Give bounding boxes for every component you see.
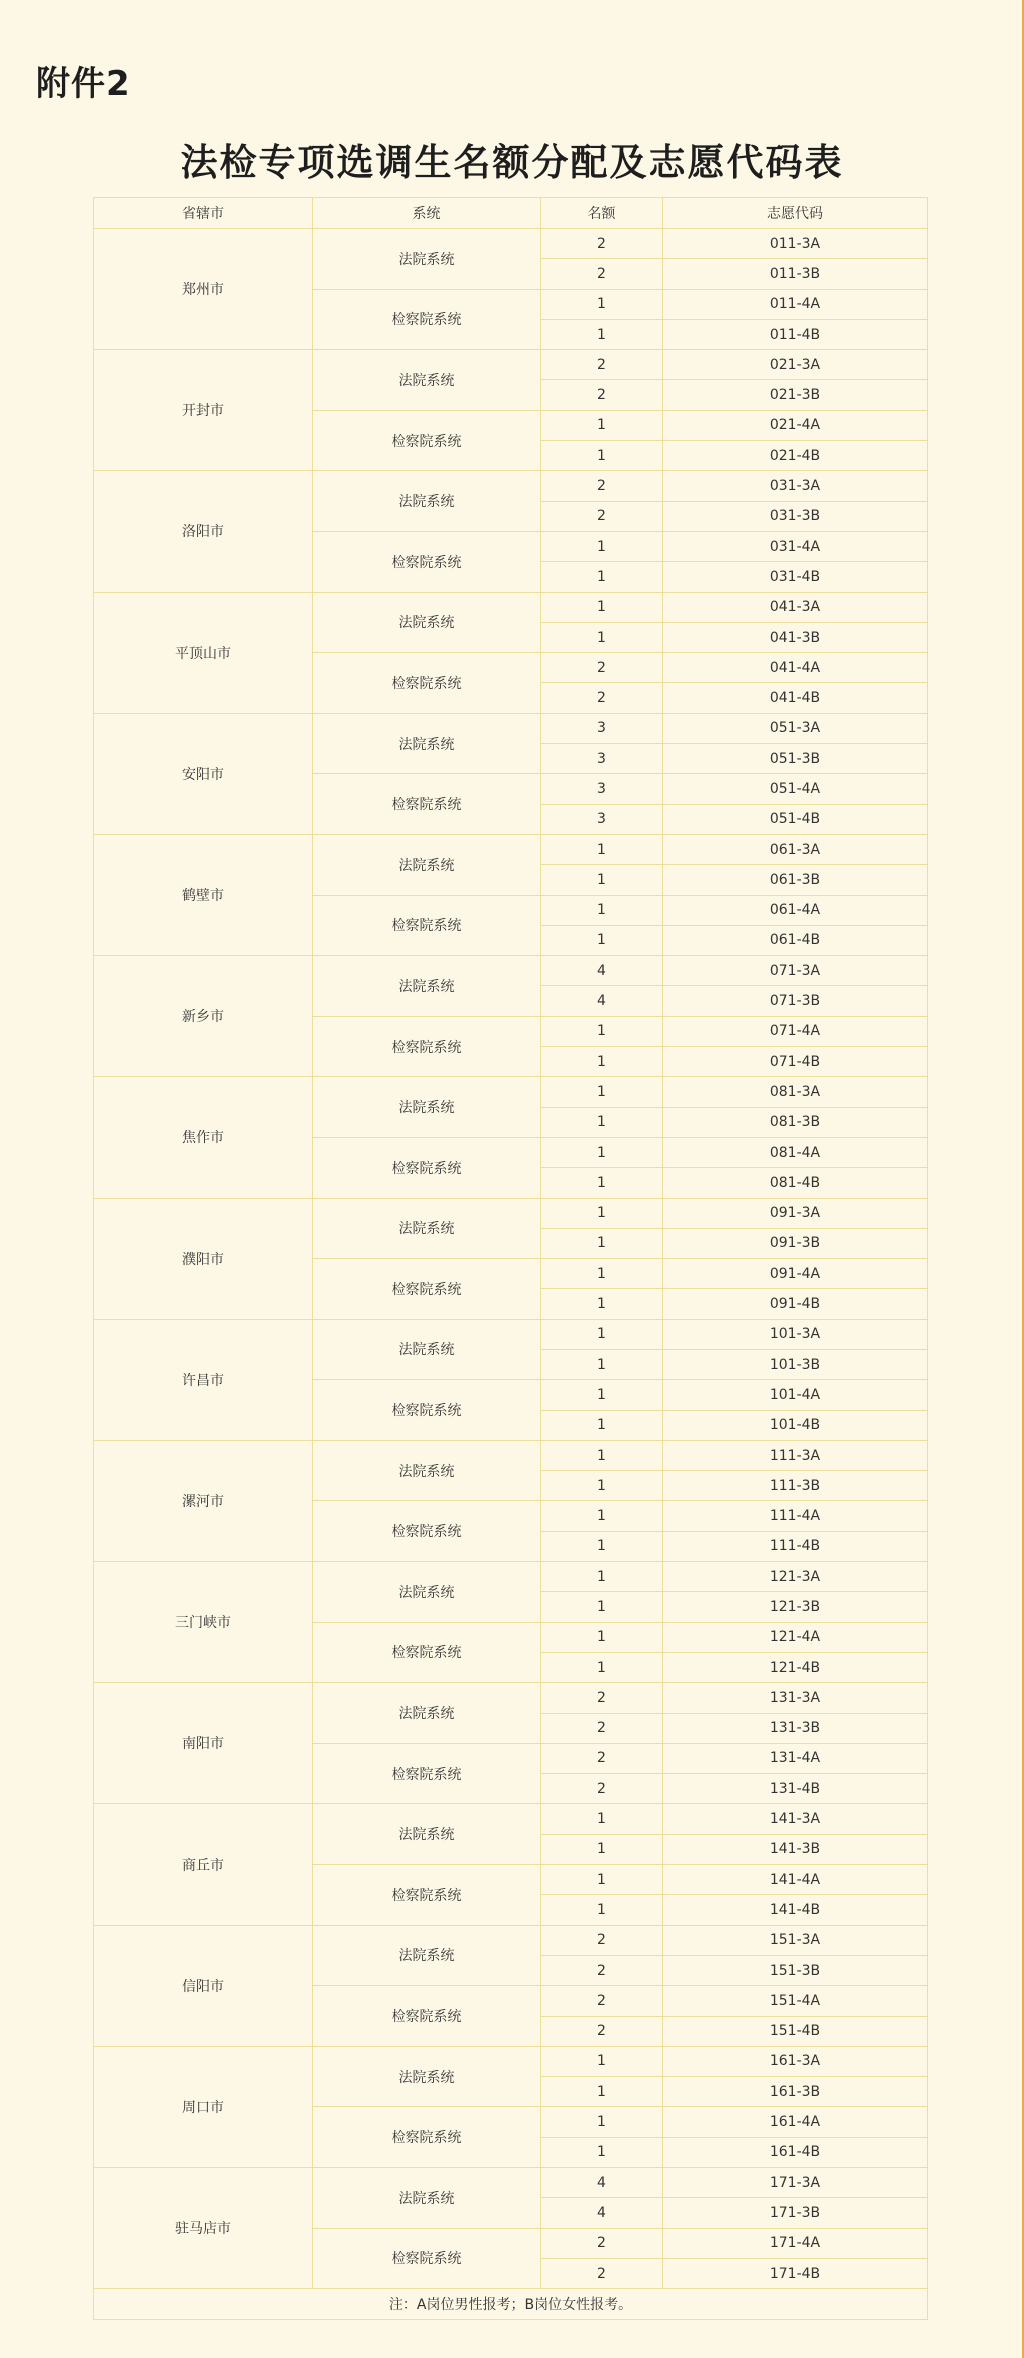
code-cell: 041-3B bbox=[663, 622, 928, 652]
code-cell: 041-4A bbox=[663, 653, 928, 683]
quota-cell: 3 bbox=[541, 774, 663, 804]
quota-cell: 3 bbox=[541, 744, 663, 774]
table-row bbox=[94, 2046, 928, 2076]
code-cell: 121-4B bbox=[663, 1652, 928, 1682]
city-name-cell: 安阳市 bbox=[94, 713, 313, 834]
code-cell: 091-3B bbox=[663, 1228, 928, 1258]
system-procuratorate-cell: 检察院系统 bbox=[313, 1501, 541, 1562]
quota-cell: 1 bbox=[541, 1562, 663, 1592]
quota-cell: 1 bbox=[541, 622, 663, 652]
code-cell: 051-4B bbox=[663, 804, 928, 834]
quota-cell: 2 bbox=[541, 2016, 663, 2046]
code-cell: 141-3B bbox=[663, 1834, 928, 1864]
code-cell: 061-4B bbox=[663, 925, 928, 955]
system-court-cell: 法院系统 bbox=[313, 834, 541, 895]
system-procuratorate-cell: 检察院系统 bbox=[313, 1743, 541, 1804]
code-cell: 071-4B bbox=[663, 1047, 928, 1077]
table-row bbox=[94, 1319, 928, 1349]
code-cell: 111-3A bbox=[663, 1440, 928, 1470]
system-court-cell: 法院系统 bbox=[313, 1804, 541, 1865]
code-cell: 161-3B bbox=[663, 2077, 928, 2107]
quota-cell: 1 bbox=[541, 1016, 663, 1046]
system-procuratorate-cell: 检察院系统 bbox=[313, 1986, 541, 2047]
table-row bbox=[94, 471, 928, 501]
system-court-cell: 法院系统 bbox=[313, 1683, 541, 1744]
quota-cell: 2 bbox=[541, 653, 663, 683]
table-row bbox=[94, 713, 928, 743]
quota-cell: 4 bbox=[541, 986, 663, 1016]
system-court-cell: 法院系统 bbox=[313, 956, 541, 1017]
code-cell: 051-3A bbox=[663, 713, 928, 743]
quota-cell: 1 bbox=[541, 1319, 663, 1349]
quota-cell: 4 bbox=[541, 2168, 663, 2198]
code-cell: 081-4B bbox=[663, 1168, 928, 1198]
code-cell: 131-4A bbox=[663, 1743, 928, 1773]
table-header-row bbox=[94, 198, 928, 229]
quota-cell: 1 bbox=[541, 1834, 663, 1864]
quota-cell: 1 bbox=[541, 1865, 663, 1895]
code-cell: 171-3B bbox=[663, 2198, 928, 2228]
table-row bbox=[94, 1440, 928, 1470]
city-name-cell: 平顶山市 bbox=[94, 592, 313, 713]
code-cell: 131-3A bbox=[663, 1683, 928, 1713]
system-court-cell: 法院系统 bbox=[313, 1925, 541, 1986]
city-name-cell: 南阳市 bbox=[94, 1683, 313, 1804]
code-cell: 131-4B bbox=[663, 1774, 928, 1804]
code-cell: 111-4B bbox=[663, 1531, 928, 1561]
city-name-cell: 周口市 bbox=[94, 2046, 313, 2167]
system-procuratorate-cell: 检察院系统 bbox=[313, 895, 541, 956]
header-code: 志愿代码 bbox=[663, 198, 928, 229]
system-court-cell: 法院系统 bbox=[313, 471, 541, 532]
code-cell: 141-4A bbox=[663, 1865, 928, 1895]
quota-cell: 1 bbox=[541, 2046, 663, 2076]
quota-cell: 2 bbox=[541, 1743, 663, 1773]
system-procuratorate-cell: 检察院系统 bbox=[313, 1380, 541, 1441]
quota-cell: 2 bbox=[541, 229, 663, 259]
header-system: 系统 bbox=[313, 198, 541, 229]
quota-table bbox=[93, 197, 928, 2320]
code-cell: 151-4B bbox=[663, 2016, 928, 2046]
system-procuratorate-cell: 检察院系统 bbox=[313, 2107, 541, 2168]
quota-cell: 2 bbox=[541, 501, 663, 531]
quota-cell: 1 bbox=[541, 1137, 663, 1167]
code-cell: 171-3A bbox=[663, 2168, 928, 2198]
code-cell: 031-3A bbox=[663, 471, 928, 501]
city-name-cell: 鹤壁市 bbox=[94, 834, 313, 955]
code-cell: 161-4B bbox=[663, 2137, 928, 2167]
table-row bbox=[94, 1198, 928, 1228]
quota-cell: 2 bbox=[541, 1774, 663, 1804]
quota-cell: 1 bbox=[541, 1380, 663, 1410]
quota-cell: 1 bbox=[541, 1289, 663, 1319]
quota-cell: 4 bbox=[541, 956, 663, 986]
code-cell: 021-3A bbox=[663, 350, 928, 380]
code-cell: 101-3A bbox=[663, 1319, 928, 1349]
system-procuratorate-cell: 检察院系统 bbox=[313, 653, 541, 714]
system-court-cell: 法院系统 bbox=[313, 1319, 541, 1380]
code-cell: 011-4A bbox=[663, 289, 928, 319]
quota-cell: 1 bbox=[541, 1107, 663, 1137]
header-quota: 名额 bbox=[541, 198, 663, 229]
quota-cell: 2 bbox=[541, 1683, 663, 1713]
table-row bbox=[94, 2168, 928, 2198]
system-court-cell: 法院系统 bbox=[313, 1440, 541, 1501]
quota-cell: 2 bbox=[541, 259, 663, 289]
code-cell: 161-3A bbox=[663, 2046, 928, 2076]
table-row bbox=[94, 956, 928, 986]
city-name-cell: 三门峡市 bbox=[94, 1562, 313, 1683]
city-name-cell: 漯河市 bbox=[94, 1440, 313, 1561]
code-cell: 061-4A bbox=[663, 895, 928, 925]
quota-cell: 1 bbox=[541, 1440, 663, 1470]
system-court-cell: 法院系统 bbox=[313, 229, 541, 290]
system-procuratorate-cell: 检察院系统 bbox=[313, 1137, 541, 1198]
quota-cell: 1 bbox=[541, 410, 663, 440]
code-cell: 051-3B bbox=[663, 744, 928, 774]
code-cell: 121-3A bbox=[663, 1562, 928, 1592]
table-row bbox=[94, 1925, 928, 1955]
code-cell: 121-3B bbox=[663, 1592, 928, 1622]
quota-cell: 1 bbox=[541, 531, 663, 561]
system-procuratorate-cell: 检察院系统 bbox=[313, 531, 541, 592]
table-row bbox=[94, 1683, 928, 1713]
code-cell: 151-4A bbox=[663, 1986, 928, 2016]
system-court-cell: 法院系统 bbox=[313, 2168, 541, 2229]
code-cell: 091-4A bbox=[663, 1259, 928, 1289]
code-cell: 081-3A bbox=[663, 1077, 928, 1107]
code-cell: 111-3B bbox=[663, 1471, 928, 1501]
quota-cell: 1 bbox=[541, 2137, 663, 2167]
quota-cell: 2 bbox=[541, 1925, 663, 1955]
code-cell: 121-4A bbox=[663, 1622, 928, 1652]
code-cell: 061-3A bbox=[663, 834, 928, 864]
quota-cell: 2 bbox=[541, 350, 663, 380]
code-cell: 031-4B bbox=[663, 562, 928, 592]
quota-cell: 1 bbox=[541, 895, 663, 925]
system-court-cell: 法院系统 bbox=[313, 2046, 541, 2107]
system-court-cell: 法院系统 bbox=[313, 713, 541, 774]
city-name-cell: 郑州市 bbox=[94, 229, 313, 350]
system-procuratorate-cell: 检察院系统 bbox=[313, 774, 541, 835]
header-city: 省辖市 bbox=[94, 198, 313, 229]
city-name-cell: 许昌市 bbox=[94, 1319, 313, 1440]
footnote-row bbox=[94, 2289, 928, 2320]
quota-cell: 1 bbox=[541, 1228, 663, 1258]
quota-cell: 1 bbox=[541, 592, 663, 622]
system-court-cell: 法院系统 bbox=[313, 350, 541, 411]
code-cell: 141-3A bbox=[663, 1804, 928, 1834]
code-cell: 151-3B bbox=[663, 1955, 928, 1985]
quota-cell: 1 bbox=[541, 1047, 663, 1077]
code-cell: 141-4B bbox=[663, 1895, 928, 1925]
table-row bbox=[94, 1077, 928, 1107]
code-cell: 101-3B bbox=[663, 1349, 928, 1379]
system-procuratorate-cell: 检察院系统 bbox=[313, 410, 541, 471]
quota-cell: 3 bbox=[541, 713, 663, 743]
code-cell: 011-3A bbox=[663, 229, 928, 259]
system-procuratorate-cell: 检察院系统 bbox=[313, 289, 541, 350]
quota-cell: 2 bbox=[541, 380, 663, 410]
system-procuratorate-cell: 检察院系统 bbox=[313, 2228, 541, 2289]
system-procuratorate-cell: 检察院系统 bbox=[313, 1622, 541, 1683]
city-name-cell: 濮阳市 bbox=[94, 1198, 313, 1319]
quota-cell: 1 bbox=[541, 289, 663, 319]
quota-cell: 1 bbox=[541, 441, 663, 471]
system-court-cell: 法院系统 bbox=[313, 1562, 541, 1623]
system-court-cell: 法院系统 bbox=[313, 592, 541, 653]
code-cell: 051-4A bbox=[663, 774, 928, 804]
quota-cell: 1 bbox=[541, 865, 663, 895]
quota-cell: 1 bbox=[541, 1077, 663, 1107]
quota-cell: 1 bbox=[541, 1168, 663, 1198]
code-cell: 031-4A bbox=[663, 531, 928, 561]
quota-cell: 1 bbox=[541, 834, 663, 864]
quota-cell: 1 bbox=[541, 1259, 663, 1289]
code-cell: 071-3A bbox=[663, 956, 928, 986]
quota-cell: 1 bbox=[541, 1349, 663, 1379]
city-name-cell: 新乡市 bbox=[94, 956, 313, 1077]
quota-cell: 1 bbox=[541, 1501, 663, 1531]
quota-cell: 2 bbox=[541, 1955, 663, 1985]
system-court-cell: 法院系统 bbox=[313, 1077, 541, 1138]
quota-cell: 1 bbox=[541, 1198, 663, 1228]
code-cell: 071-3B bbox=[663, 986, 928, 1016]
code-cell: 151-3A bbox=[663, 1925, 928, 1955]
table-row bbox=[94, 350, 928, 380]
city-name-cell: 信阳市 bbox=[94, 1925, 313, 2046]
code-cell: 101-4B bbox=[663, 1410, 928, 1440]
quota-cell: 1 bbox=[541, 1531, 663, 1561]
quota-cell: 1 bbox=[541, 1622, 663, 1652]
table-row bbox=[94, 834, 928, 864]
code-cell: 061-3B bbox=[663, 865, 928, 895]
city-name-cell: 商丘市 bbox=[94, 1804, 313, 1925]
quota-cell: 1 bbox=[541, 2077, 663, 2107]
system-procuratorate-cell: 检察院系统 bbox=[313, 1016, 541, 1077]
code-cell: 021-4A bbox=[663, 410, 928, 440]
code-cell: 161-4A bbox=[663, 2107, 928, 2137]
quota-cell: 2 bbox=[541, 1986, 663, 2016]
code-cell: 011-3B bbox=[663, 259, 928, 289]
code-cell: 081-4A bbox=[663, 1137, 928, 1167]
table-footnote: 注：A岗位男性报考；B岗位女性报考。 bbox=[94, 2289, 928, 2320]
quota-cell: 2 bbox=[541, 683, 663, 713]
code-cell: 081-3B bbox=[663, 1107, 928, 1137]
code-cell: 091-4B bbox=[663, 1289, 928, 1319]
system-procuratorate-cell: 检察院系统 bbox=[313, 1259, 541, 1320]
table-row bbox=[94, 592, 928, 622]
city-name-cell: 洛阳市 bbox=[94, 471, 313, 592]
quota-cell: 1 bbox=[541, 1410, 663, 1440]
city-name-cell: 开封市 bbox=[94, 350, 313, 471]
city-name-cell: 焦作市 bbox=[94, 1077, 313, 1198]
city-name-cell: 驻马店市 bbox=[94, 2168, 313, 2289]
quota-cell: 1 bbox=[541, 925, 663, 955]
code-cell: 091-3A bbox=[663, 1198, 928, 1228]
attachment-label: 附件2 bbox=[36, 64, 131, 104]
quota-cell: 1 bbox=[541, 319, 663, 349]
code-cell: 131-3B bbox=[663, 1713, 928, 1743]
quota-cell: 1 bbox=[541, 1895, 663, 1925]
quota-cell: 1 bbox=[541, 2107, 663, 2137]
quota-cell: 1 bbox=[541, 1804, 663, 1834]
quota-cell: 1 bbox=[541, 1652, 663, 1682]
code-cell: 101-4A bbox=[663, 1380, 928, 1410]
quota-cell: 2 bbox=[541, 1713, 663, 1743]
quota-cell: 1 bbox=[541, 1592, 663, 1622]
code-cell: 021-4B bbox=[663, 441, 928, 471]
code-cell: 071-4A bbox=[663, 1016, 928, 1046]
code-cell: 021-3B bbox=[663, 380, 928, 410]
code-cell: 041-4B bbox=[663, 683, 928, 713]
code-cell: 171-4A bbox=[663, 2228, 928, 2258]
quota-cell: 3 bbox=[541, 804, 663, 834]
table-row bbox=[94, 1804, 928, 1834]
quota-cell: 4 bbox=[541, 2198, 663, 2228]
table-row bbox=[94, 229, 928, 259]
table-body bbox=[94, 229, 928, 2289]
quota-cell: 2 bbox=[541, 471, 663, 501]
code-cell: 171-4B bbox=[663, 2258, 928, 2288]
quota-cell: 2 bbox=[541, 2258, 663, 2288]
table-row bbox=[94, 1562, 928, 1592]
code-cell: 111-4A bbox=[663, 1501, 928, 1531]
quota-cell: 2 bbox=[541, 2228, 663, 2258]
system-procuratorate-cell: 检察院系统 bbox=[313, 1865, 541, 1926]
quota-cell: 1 bbox=[541, 562, 663, 592]
system-court-cell: 法院系统 bbox=[313, 1198, 541, 1259]
code-cell: 031-3B bbox=[663, 501, 928, 531]
page-title: 法检专项选调生名额分配及志愿代码表 bbox=[180, 141, 844, 184]
code-cell: 041-3A bbox=[663, 592, 928, 622]
code-cell: 011-4B bbox=[663, 319, 928, 349]
quota-cell: 1 bbox=[541, 1471, 663, 1501]
